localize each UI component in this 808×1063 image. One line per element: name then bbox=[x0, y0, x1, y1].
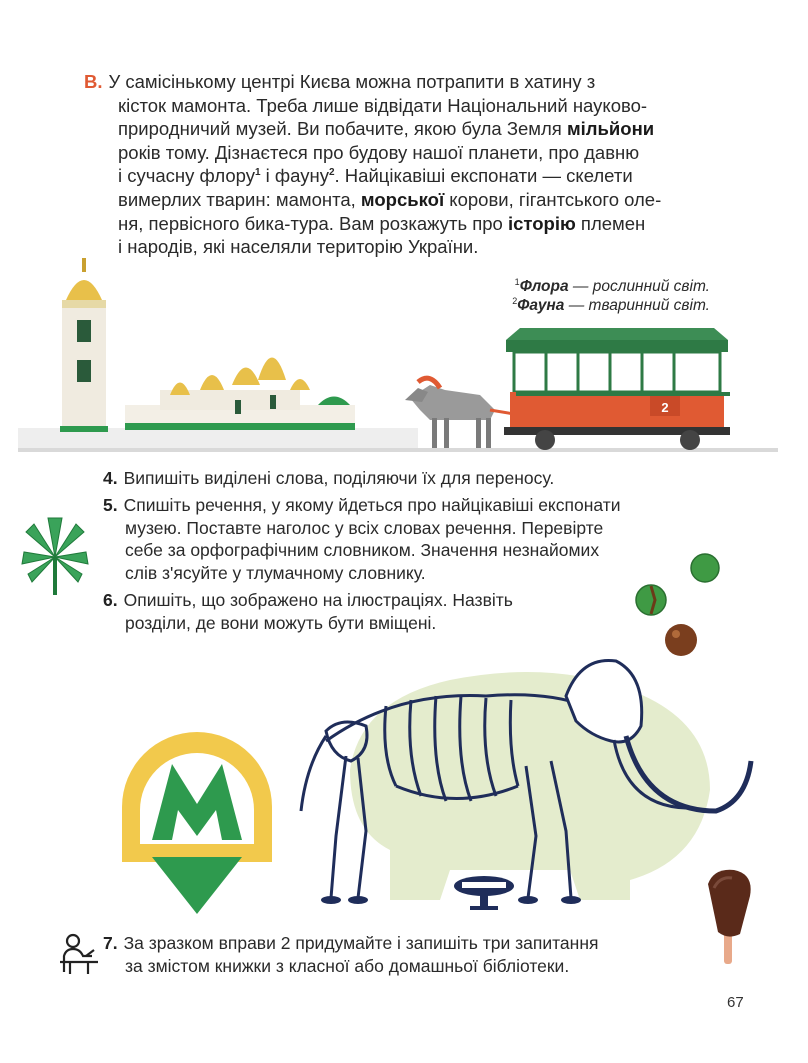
paragraph-line-3: природничий музей. Ви побачите, якою була Земля мільйони bbox=[118, 118, 655, 140]
museum-plaque-icon bbox=[454, 876, 514, 910]
kyiv-skyline-illustration bbox=[0, 250, 808, 460]
horse-icon bbox=[405, 378, 520, 448]
student-at-desk-icon bbox=[58, 932, 100, 976]
footnote-flora: $^1$Флора — рослинний світ. bbox=[514, 276, 710, 295]
bell-tower-icon bbox=[60, 258, 108, 432]
task-4: 4. Випишіть виділені слова, поділяючи їх для переносу. bbox=[103, 468, 555, 488]
section-letter: В. bbox=[84, 71, 103, 92]
paragraph-line-8: і народів, які населяли територію України. bbox=[118, 236, 479, 258]
task-6: 6. Опишіть, що зображено на ілюстраціях. Назвіть розділи, де вони можуть бути вміщені. bbox=[103, 590, 513, 633]
highlight-word: морської bbox=[360, 188, 445, 210]
task-7: 7. За зразком вправи 2 придумайте і запишіть три запитання за змістом книжки з класної або домашньої бібліотеки. bbox=[103, 933, 599, 976]
paragraph-line-2: кісток мамонта. Треба лише відвідати Національний науково- bbox=[118, 94, 648, 116]
footnote-fauna: $^2$Фауна — тваринний світ. bbox=[512, 295, 710, 314]
paragraph-line-7: ня, первісного бика-тура. Вам розкажуть про історію племен bbox=[118, 212, 646, 234]
task-5: 5. Спишіть речення, у якому йдеться про найцікавіші експонати музею. Поставте наголос у всіх словах речення. Перевірте себе за орфографічним словником. Значення незнайомих слів з'ясуйте у тлумачному словнику. bbox=[103, 495, 621, 583]
paragraph-line-1: В. У самісінькому центрі Києва можна потрапити в хатину з bbox=[84, 71, 596, 92]
cathedral-icon bbox=[125, 358, 355, 431]
highlight-word: історію bbox=[507, 212, 576, 234]
paragraph-line-5: і сучасну флору$^1$ і фауну$^2$. Найцікавіші експонати — скелети bbox=[118, 165, 633, 187]
paragraph-line-6: вимерлих тварин: мамонта, морської корови, гігантського оле- bbox=[118, 188, 662, 210]
metro-logo-icon bbox=[112, 712, 282, 920]
section-b-paragraph bbox=[84, 70, 726, 259]
paragraph-line-4: років тому. Дізнаєтеся про будову нашої планети, про давню bbox=[118, 141, 640, 163]
page-number: 67 bbox=[727, 994, 744, 1011]
ice-cream-icon bbox=[700, 866, 760, 966]
tram-number: 2 bbox=[661, 400, 669, 415]
highlight-word: мільйони bbox=[566, 118, 655, 140]
chestnut-leaf-icon bbox=[18, 512, 92, 598]
horse-tram-illustration bbox=[504, 328, 730, 450]
mammoth-skeleton-illustration bbox=[296, 636, 766, 918]
